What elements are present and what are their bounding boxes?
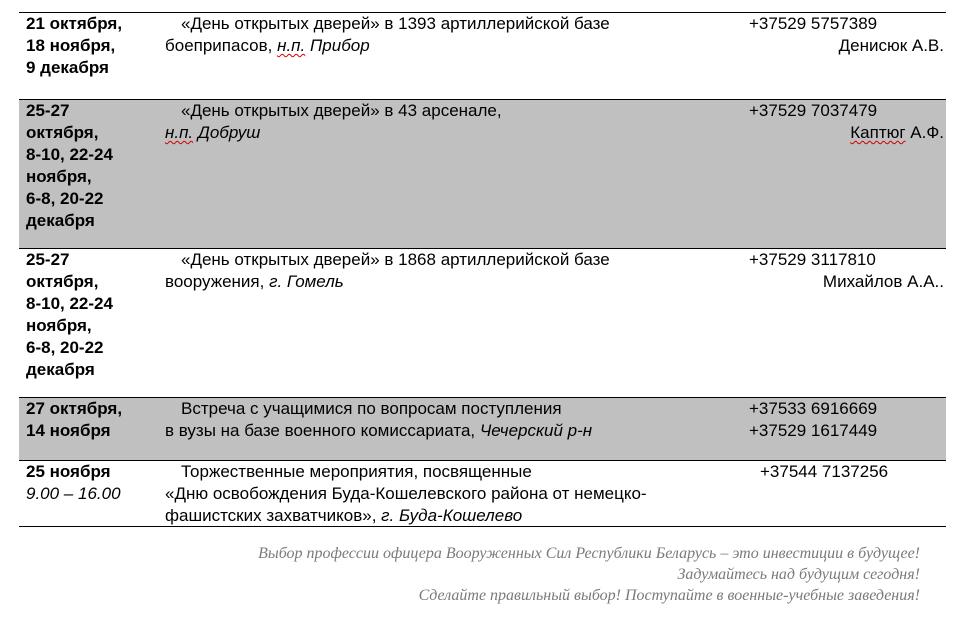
date-cell: 25-27 октября, 8-10, 22-24 ноября, 6-8, 20-22 декабря bbox=[26, 250, 113, 379]
events-table bbox=[19, 12, 946, 527]
event-time: 9.00 – 16.00 bbox=[26, 484, 121, 503]
phone-number: +37533 6916669 bbox=[749, 399, 878, 418]
date-cell: 21 октября, 18 ноября, 9 декабря bbox=[26, 14, 123, 77]
contact-cell bbox=[719, 398, 944, 442]
date-cell: 27 октября, 14 ноября bbox=[26, 399, 123, 440]
phone-number: +37529 7037479 bbox=[749, 101, 878, 120]
contact-name: Каптюг А.Ф. bbox=[850, 123, 944, 142]
event-cell: «День открытых дверей» в 43 арсенале, н.п. Добруш bbox=[165, 101, 502, 142]
contact-cell bbox=[719, 461, 944, 483]
phone-number: +37529 1617449 bbox=[749, 421, 878, 440]
phone-number: +37544 7137256 bbox=[760, 462, 889, 481]
event-cell: «День открытых дверей» в 1393 артиллерийской базе боеприпасов, н.п. Прибор bbox=[165, 14, 610, 55]
event-cell: Встреча с учащимися по вопросам поступления в вузы на базе военного комиссариата, Чечерский р-н bbox=[165, 399, 593, 440]
table-row bbox=[19, 100, 946, 249]
table-row bbox=[19, 13, 946, 100]
phone-number: +37529 3117810 bbox=[749, 250, 876, 269]
contact-cell bbox=[719, 249, 944, 293]
spellcheck-mark: н.п. bbox=[165, 123, 194, 142]
contact-name: Михайлов А.А.. bbox=[822, 272, 944, 291]
spellcheck-mark: н.п. bbox=[277, 36, 306, 55]
phone-number: +37529 5757389 bbox=[749, 14, 878, 33]
table-row bbox=[19, 249, 946, 398]
contact-cell bbox=[719, 100, 944, 144]
table-row bbox=[19, 398, 946, 461]
event-cell: «День открытых дверей» в 1868 артиллерийской базе вооружения, г. Гомель bbox=[165, 250, 610, 291]
table-row bbox=[19, 461, 946, 527]
footer-slogan: Выбор профессии офицера Вооруженных Сил Республики Беларусь – это инвестиции в будущее! Задумайтесь над будущим сегодня! Сделайте правильный выбор! Поступайте в военные-учебные заведения! bbox=[258, 545, 920, 604]
date-cell: 25-27 октября, 8-10, 22-24 ноября, 6-8, 20-22 декабря bbox=[26, 101, 113, 230]
event-cell: Торжественные мероприятия, посвященные «Дню освобождения Буда-Кошелевского района от немецко- фашистских захватчиков», г. Буда-Кошелево bbox=[165, 462, 647, 525]
date-cell: 25 ноября 9.00 – 16.00 bbox=[26, 461, 156, 505]
contact-cell bbox=[719, 13, 944, 57]
contact-name: Денисюк А.В. bbox=[838, 36, 944, 55]
